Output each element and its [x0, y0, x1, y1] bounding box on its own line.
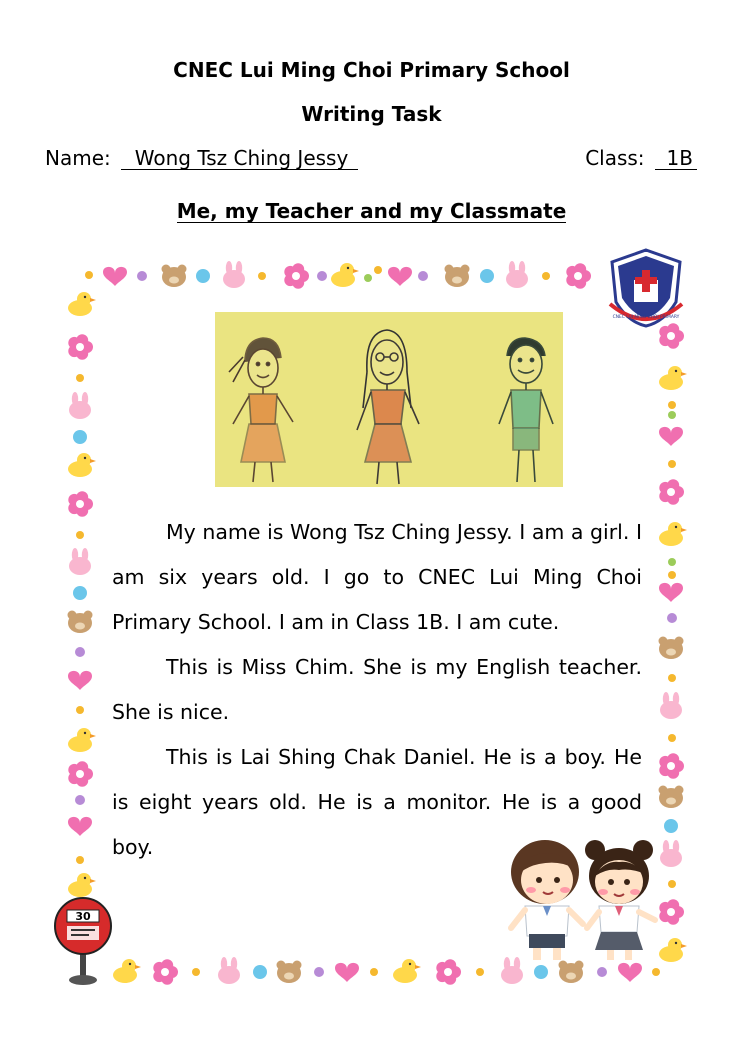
- story-text: [112, 510, 642, 870]
- yellow-dot-icon: [668, 401, 676, 409]
- flower-icon: [436, 959, 461, 984]
- bunny-icon: [69, 548, 91, 575]
- bunny-icon: [506, 261, 528, 288]
- flower-icon: [68, 334, 93, 359]
- task-heading: Writing Task: [301, 102, 442, 126]
- yellow-dot-icon: [76, 531, 84, 539]
- yellow-dot-icon: [476, 968, 484, 976]
- bear-icon: [445, 265, 470, 288]
- blue-dot-icon: [73, 430, 87, 444]
- purple-dot-icon: [75, 647, 85, 657]
- purple-dot-icon: [317, 271, 327, 281]
- blue-dot-icon: [480, 269, 494, 283]
- story-paragraph: This is Miss Chim. She is my English teacher. She is nice.: [112, 655, 642, 724]
- flower-icon: [659, 479, 684, 504]
- yellow-dot-icon: [258, 272, 266, 280]
- yellow-dot-icon: [192, 968, 200, 976]
- purple-dot-icon: [418, 271, 428, 281]
- bear-icon: [68, 611, 93, 634]
- story-paragraph: My name is Wong Tsz Ching Jessy. I am a girl. I am six years old. I go to CNEC Lui Ming Choi Primary School. I am in Class 1B. I am cute.: [112, 520, 642, 634]
- yellow-dot-icon: [668, 571, 676, 579]
- child-drawing: [215, 312, 563, 487]
- story-paragraph: This is Lai Shing Chak Daniel. He is a boy. He is eight years old. He is a monitor. He is a good boy.: [112, 745, 642, 859]
- yellow-dot-icon: [668, 674, 676, 682]
- yellow-dot-icon: [652, 968, 660, 976]
- bear-icon: [659, 637, 684, 660]
- yellow-dot-icon: [374, 266, 382, 274]
- yellow-dot-icon: [668, 734, 676, 742]
- blue-dot-icon: [664, 819, 678, 833]
- blue-dot-icon: [253, 965, 267, 979]
- green-dot-icon: [668, 411, 676, 419]
- flower-icon: [659, 753, 684, 778]
- purple-dot-icon: [314, 967, 324, 977]
- duck-icon: [659, 366, 687, 390]
- duck-icon: [68, 873, 96, 897]
- duck-icon: [393, 959, 421, 983]
- name-value: Wong Tsz Ching Jessy: [121, 147, 359, 170]
- purple-dot-icon: [75, 795, 85, 805]
- yellow-dot-icon: [370, 968, 378, 976]
- bunny-icon: [660, 692, 682, 719]
- purple-dot-icon: [667, 613, 677, 623]
- bus-stop-sign: [49, 896, 117, 988]
- name-label: Name:: [45, 146, 111, 170]
- bear-icon: [277, 961, 302, 984]
- heart-icon: [335, 963, 359, 982]
- class-value: 1B: [655, 147, 697, 170]
- writing-title-text: Me, my Teacher and my Classmate: [176, 199, 567, 223]
- yellow-dot-icon: [85, 271, 93, 279]
- yellow-dot-icon: [76, 374, 84, 382]
- duck-icon: [331, 263, 359, 287]
- heart-icon: [68, 817, 92, 836]
- blue-dot-icon: [196, 269, 210, 283]
- purple-dot-icon: [597, 967, 607, 977]
- heart-icon: [103, 267, 127, 286]
- yellow-dot-icon: [668, 460, 676, 468]
- bunny-icon: [218, 957, 240, 984]
- yellow-dot-icon: [76, 856, 84, 864]
- duck-icon: [68, 292, 96, 316]
- green-dot-icon: [364, 274, 372, 282]
- bus-sign-number: 30: [75, 910, 91, 923]
- heart-icon: [659, 583, 683, 602]
- bunny-icon: [223, 261, 245, 288]
- bear-icon: [559, 961, 584, 984]
- bunny-icon: [69, 392, 91, 419]
- class-label: Class:: [585, 146, 645, 170]
- flower-icon: [566, 263, 591, 288]
- blue-dot-icon: [534, 965, 548, 979]
- duck-icon: [659, 522, 687, 546]
- flower-icon: [68, 491, 93, 516]
- yellow-dot-icon: [542, 272, 550, 280]
- heart-icon: [388, 267, 412, 286]
- school-name: CNEC Lui Ming Choi Primary School: [173, 58, 570, 82]
- school-logo: [604, 246, 688, 330]
- purple-dot-icon: [137, 271, 147, 281]
- bear-icon: [659, 786, 684, 809]
- flower-icon: [68, 761, 93, 786]
- heart-icon: [618, 963, 642, 982]
- duck-icon: [68, 728, 96, 752]
- green-dot-icon: [668, 558, 676, 566]
- yellow-dot-icon: [76, 706, 84, 714]
- svg-text:CNEC LUI MING CHOI PRIMARY: CNEC LUI MING CHOI PRIMARY: [612, 315, 680, 320]
- heart-icon: [659, 427, 683, 446]
- bear-icon: [162, 265, 187, 288]
- heart-icon: [68, 671, 92, 690]
- duck-icon: [68, 453, 96, 477]
- duck-icon: [113, 959, 141, 983]
- flower-icon: [153, 959, 178, 984]
- flower-icon: [284, 263, 309, 288]
- blue-dot-icon: [73, 586, 87, 600]
